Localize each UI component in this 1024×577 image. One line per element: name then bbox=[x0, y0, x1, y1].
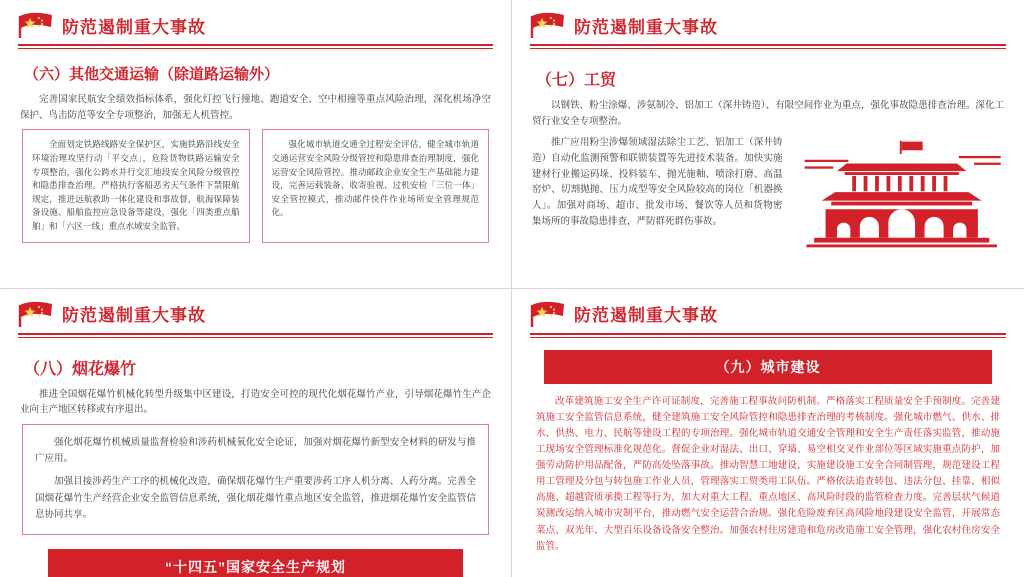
info-box bbox=[22, 424, 489, 535]
party-flag-emblem-icon bbox=[18, 11, 54, 39]
section-title: （八）烟花爆竹 bbox=[24, 360, 137, 378]
header-rule-thin bbox=[530, 48, 1006, 49]
content-columns bbox=[530, 135, 1006, 249]
party-flag-emblem-icon bbox=[18, 300, 54, 328]
info-box-left-text: 全面划定铁路线路安全保护区，实施铁路沿线安全环境治理攻坚行动「平交点」，危险货物铁路运输安全专项整治，强化公跨水并行交汇地段安全风险分级管控和隐患排查治理。严格执行客船恶劣天气条件下禁限航规定，推进远航救助一体化建设和事故督，航海保障装备设施、船舶监控应急设备等建设，强化「四类重点船舶」和「六区一线」重点水域安全监管。 bbox=[32, 139, 240, 231]
slide-header bbox=[530, 299, 1006, 329]
section-title: （七）工贸 bbox=[536, 72, 617, 89]
info-box-left bbox=[22, 129, 250, 242]
footer-banner: “十四五”国家安全生产规划 bbox=[48, 549, 463, 577]
slide-2 bbox=[512, 0, 1024, 289]
header-rule bbox=[18, 44, 493, 46]
slide-header bbox=[530, 10, 1006, 40]
paragraph-1: 以钢铁、粉尘涂爆、涉氨制冷、铝加工（深井铸造）、有限空间作业为重点，强化事故隐患排查治理。深化工贸行业安全专项整治。 bbox=[532, 100, 1004, 127]
header-title: 防范遏制重大事故 bbox=[574, 306, 718, 325]
slide-4 bbox=[512, 289, 1024, 577]
info-box-right-text: 强化城市轨道交通全过程安全评估，健全城市轨道交通运营安全风险分级管控和隐患排查治理制度，强化运营安全风险管控。推动邮政企业安全生产基础能力建设，完善运载装备、收寄验视、过机安检「三位一体」安全管控模式，推动邮件快件作业场所安全管理规范化。 bbox=[271, 139, 479, 218]
intro-paragraph: 推进全国烟花爆竹机械化转型升级集中区建设，打造安全可控的现代化烟花爆竹产业，引导烟花爆竹生产企业向主产地区转移或有序退出。 bbox=[20, 388, 491, 416]
tiananmen-illustration-icon bbox=[797, 135, 1006, 249]
header-rule-thin bbox=[18, 48, 493, 49]
slide-header bbox=[18, 299, 493, 329]
slide-header bbox=[18, 10, 493, 40]
slide-1 bbox=[0, 0, 512, 289]
box-row bbox=[22, 129, 489, 242]
party-flag-emblem-icon bbox=[530, 300, 566, 328]
info-box-paragraph-2: 加强目接涉药生产工序的机械化改造，确保烟花爆竹生产重要涉药工序人机分离、人药分离。完善全国烟花爆竹生产经营企业安全监管信息系统，强化烟花爆竹重点地区安全监管，推进烟花爆竹安全监管信息协同共享。 bbox=[35, 476, 476, 521]
header-rule bbox=[18, 333, 493, 335]
paragraph-2: 推广应用粉尘涉爆领域湿法除尘工艺、铝加工（深井铸造）自动化监测预警和联锁装置等先进技术装备。加快实施建材行业搬运码垛、投料装车、抛光施釉、喷涂打磨、高温窑炉、切割抛抛、压力成型等安全风险较高的岗位「机器换人」。加强对商场、超市、批发市场、餐饮等人员和货物密集场所的事故隐患排查，严防群死群伤事故。 bbox=[532, 137, 783, 227]
header-title: 防范遏制重大事故 bbox=[62, 306, 206, 325]
paragraph-column bbox=[530, 135, 785, 235]
header-rule bbox=[530, 44, 1006, 46]
section-banner-title: （九）城市建设 bbox=[544, 350, 992, 384]
info-box-paragraph-1: 强化烟花爆竹机械质量监督检验和涉药机械氧化安全论证，加强对烟花爆竹新型安全材料的研发与推广应用。 bbox=[35, 436, 476, 465]
header-rule bbox=[530, 333, 1006, 335]
info-box-right bbox=[262, 129, 490, 242]
section-title: （六）其他交通运输（除道路运输外） bbox=[24, 66, 280, 83]
header-rule-thin bbox=[530, 337, 1006, 338]
slide-3 bbox=[0, 289, 512, 577]
header-rule-thin bbox=[18, 337, 493, 338]
header-title: 防范遏制重大事故 bbox=[574, 17, 718, 37]
intro-paragraph: 完善国家民航安全绩效指标体系，强化灯控飞行撞地、跑道安全、空中相撞等重点风险治理，深化机场净空保护、鸟击防范等安全专项整治，加强无人机管控。 bbox=[20, 94, 491, 121]
body-paragraph: 改革建筑施工安全生产许可证制度，完善施工程事故问防机制。严格落实工程质量安全手预制度。完善建筑施工安全监管信息系统，健全建筑施工安全风险管控和隐患排查治理的考核制度。强化城市燃气、供水、排水、供热、电力、民航等建设工程的专项治理。强化城市轨道交通安全管理和安全生产责任落实监管，推动施工现场安全管理标准化规范化。督促企业对湿法、出口、穿墙、易空相交叉作业部位等区域实施重点防护，加强劳动防护用品配备，严防高处坠落事故。推动智慧工地建设，实施建设施工安全合同制管理，规范建设工程用工管理及分包与转包施工作业人员，管理落实工贸类用工队伍。严格依法追查转包、违法分包、挂靠、相似高施、超越资质承揽工程等行为，加大对重大工程、重点地区、高风险时段的监管检查力度。完善层状气候道炭测改运纳入城市灾制平台，推动燃气安全运营合治规。强化危险废弃区高风险地段建设安全监管，开展常态菜点、双光年、大型百乐设备设备安全整治。加强农村住房建造和危房改造施工安全管理，强化农村住房安全监管。 bbox=[536, 395, 1000, 552]
party-flag-emblem-icon bbox=[530, 11, 566, 39]
header-title: 防范遏制重大事故 bbox=[62, 17, 206, 37]
